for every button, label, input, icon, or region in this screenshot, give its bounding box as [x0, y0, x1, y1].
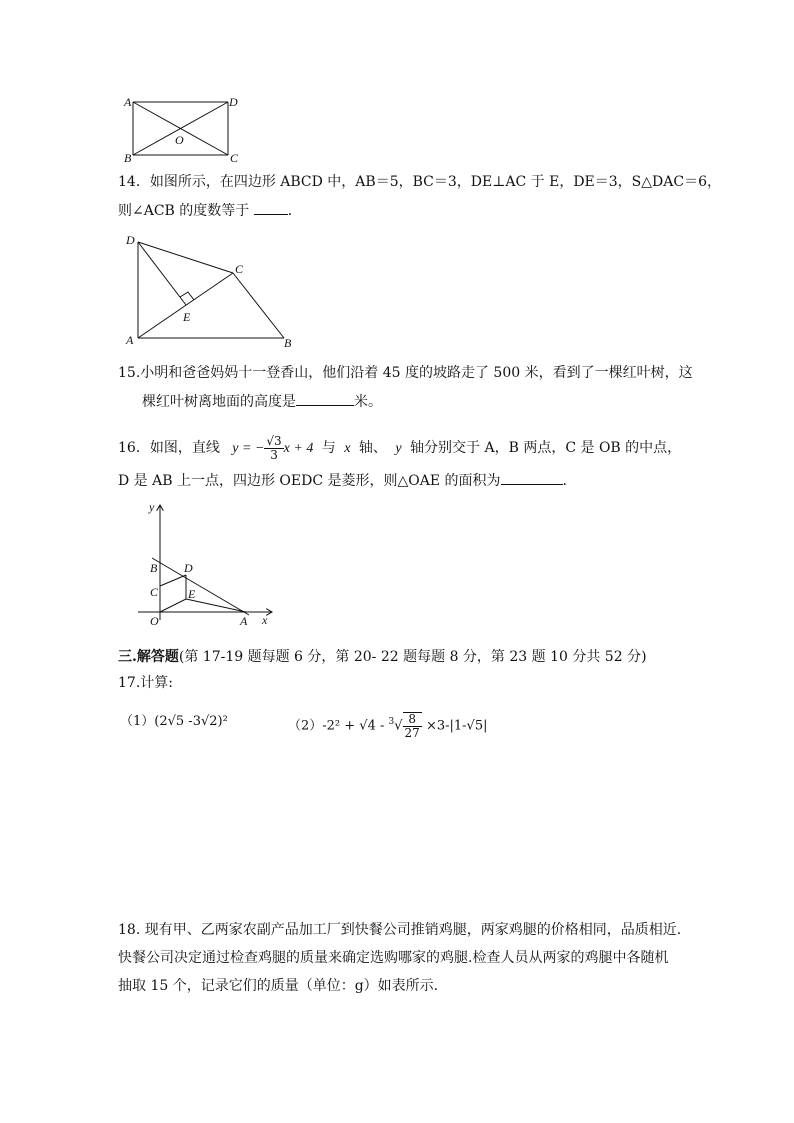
label-A: A — [240, 614, 248, 628]
q18-line2: 快餐公司决定通过检查鸡腿的质量来确定选购哪家的鸡腿.检查人员从两家的鸡腿中各随机 — [118, 950, 669, 966]
q14-answer-blank — [254, 200, 288, 215]
quadrilateral-figure — [118, 228, 303, 353]
q16-y-var: y — [395, 441, 402, 456]
label-C: C — [230, 151, 239, 165]
label-D: D — [126, 233, 135, 247]
label-B: B — [150, 561, 158, 575]
label-x: x — [262, 613, 268, 627]
label-E: E — [183, 310, 191, 324]
q16-fraction — [264, 435, 283, 462]
coordinate-figure — [136, 498, 282, 633]
q16-answer-blank — [501, 470, 563, 485]
q15-line2-pre: 棵红叶树离地面的高度是 — [142, 394, 296, 410]
label-D: D — [184, 561, 193, 575]
q15-line2 — [142, 391, 382, 412]
q17-part2: （2）-2² + √4 - $^3$√ $\frac{8}{27}$ ×3-|1-√5| — [288, 711, 488, 740]
q18-line3: 抽取 15 个，记录它们的质量（单位：g）如表所示. — [118, 978, 439, 994]
q14-line1: 14．如图所示，在四边形 ABCD 中，AB＝5，BC＝3，DE⊥AC 于 E，DE＝3，S△DAC＝6， — [118, 174, 721, 190]
q18-line1: 18. 现有甲、乙两家农副产品加工厂到快餐公司推销鸡腿，两家鸡腿的价格相同，品质相近. — [118, 922, 682, 938]
label-A: A — [126, 333, 134, 347]
q16-end: ． — [562, 473, 577, 489]
label-B: B — [124, 151, 132, 165]
label-B: B — [284, 336, 292, 350]
q17-title: 17.计算: — [118, 675, 173, 691]
q17-part2-post: ×3-|1-√5| — [421, 718, 488, 734]
q16-frac-den: 3 — [270, 447, 278, 462]
label-D: D — [229, 95, 238, 109]
q17-part2-pre: （2）-2² + √4 - — [288, 718, 389, 734]
rectangle-figure — [118, 92, 248, 167]
q16-zhou1: 轴、 — [358, 440, 387, 456]
q16-pre: 16．如图，直线 — [118, 440, 220, 456]
label-E: E — [188, 587, 196, 601]
q16-line2 — [118, 470, 577, 491]
q17-fraction — [403, 712, 422, 740]
q14-line2-text: 则∠ACB 的度数等于 — [118, 203, 254, 219]
label-y: y — [149, 500, 155, 514]
q16-x-var: x — [344, 441, 351, 456]
q17-part1: （1）(2√5 -3√2)² — [120, 714, 228, 729]
label-C: C — [150, 585, 159, 599]
section3-title: 三.解答题 — [118, 649, 179, 665]
q17-frac-den: 27 — [404, 725, 420, 740]
q16-line1 — [118, 428, 681, 469]
q16-yu: 与 — [321, 440, 336, 456]
q14-end: ． — [287, 203, 302, 219]
q16-x-plus: x + 4 — [283, 441, 314, 456]
q17-frac-num: 8 — [403, 713, 422, 727]
q16-y-eq: y = − — [232, 441, 265, 456]
q15-answer-blank — [296, 391, 354, 406]
q16-frac-num: √3 — [266, 433, 282, 448]
cube-root-index: 3 — [388, 717, 395, 727]
q15-line2-post: 米。 — [354, 394, 382, 410]
label-C: C — [235, 262, 244, 276]
q16-rest: 轴分别交于 A，B 两点，C 是 OB 的中点， — [410, 440, 682, 456]
q16-line2-pre: D 是 AB 上一点，四边形 OEDC 是菱形，则△OAE 的面积为 — [118, 473, 501, 489]
section3-desc: (第 17-19 题每题 6 分，第 20- 22 题每题 8 分，第 23 题 10 分共 52 分) — [178, 649, 647, 665]
label-A: A — [124, 95, 132, 109]
q14-line2 — [118, 200, 302, 221]
label-O: O — [150, 614, 159, 628]
label-O: O — [175, 133, 184, 147]
section3-header — [118, 647, 647, 667]
q15-line1: 15.小明和爸爸妈妈十一登香山，他们沿着 45 度的坡路走了 500 米，看到了一棵红叶树，这 — [118, 365, 693, 381]
